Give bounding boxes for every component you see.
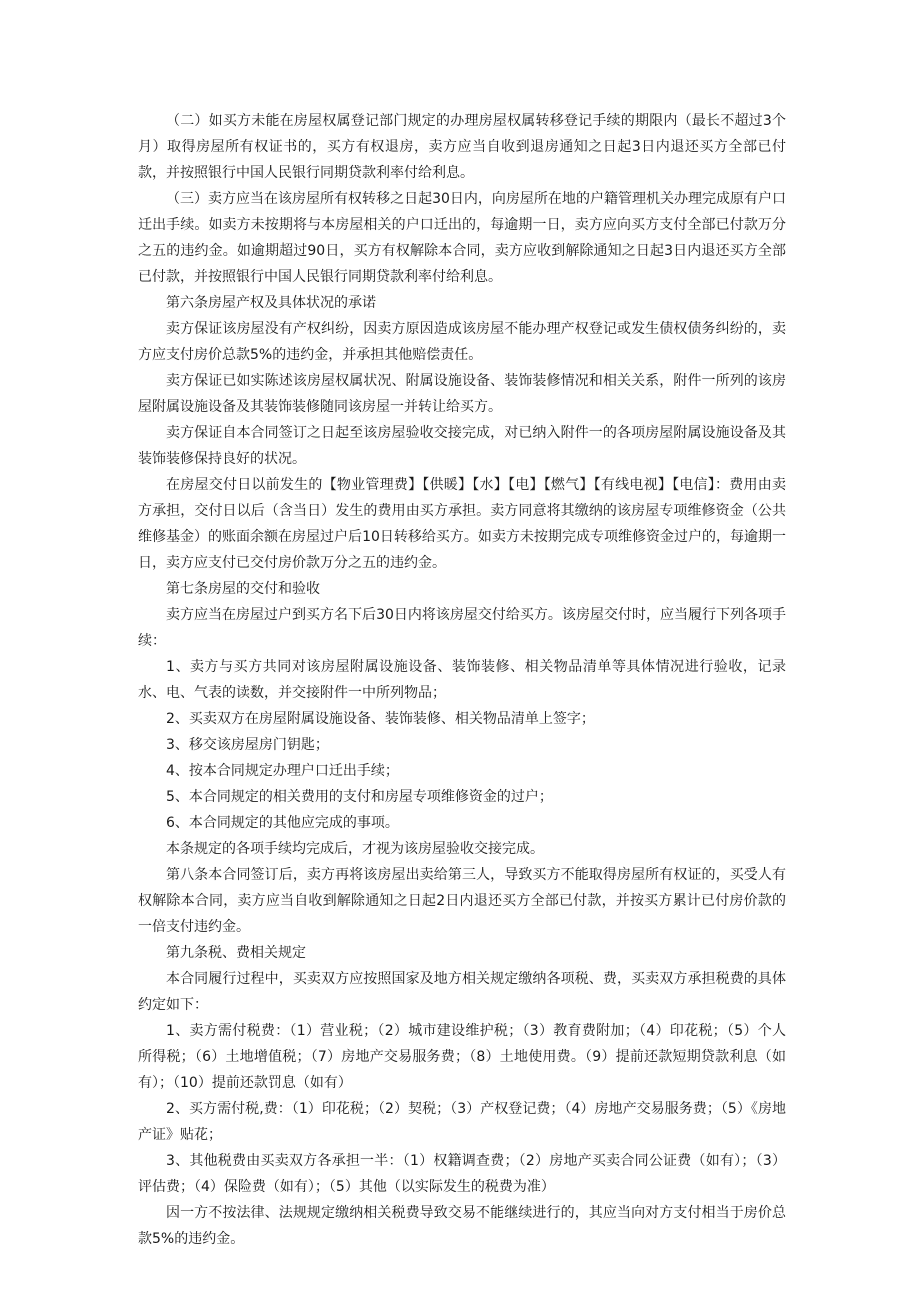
article-9-item-3: 3、其他税费由买卖双方各承担一半：（1）权籍调查费；（2）房地产买卖合同公证费（如有）；（3）评估费；（4）保险费（如有）；（5）其他（以实际发生的税费为准） <box>138 1153 786 1195</box>
article-7-item-2: 2、买卖双方在房屋附属设施设备、装饰装修、相关物品清单上签字； <box>166 711 595 727</box>
article-7-item-6: 6、本合同规定的其他应完成的事项。 <box>166 815 399 831</box>
clause-3-paragraph: （三）卖方应当在该房屋所有权转移之日起30日内，向房屋所在地的户籍管理机关办理完成原有户口迁出手续。如卖方未按期将与本房屋相关的户口迁出的，每逾期一日，卖方应向买方支付全部已付款万分之五的违约金。如逾期超过90日，买方有权解除本合同，卖方应收到解除通知之日起3日内退还买方全部已付款，并按照银行中国人民银行同期贷款利率付给利息。 <box>138 191 786 285</box>
article-7-heading: 第七条房屋的交付和验收 <box>166 581 320 597</box>
article-7-item-3: 3、移交该房屋房门钥匙； <box>166 737 329 753</box>
article-7-item-4: 4、按本合同规定办理户口迁出手续； <box>166 763 399 779</box>
article-6-heading: 第六条房屋产权及具体状况的承诺 <box>166 295 376 311</box>
article-6-paragraph-2: 卖方保证已如实陈述该房屋权属状况、附属设施设备、装饰装修情况和相关关系，附件一所列的该房屋附属设施设备及其装饰装修随同该房屋一并转让给买方。 <box>138 373 786 415</box>
article-7-intro: 卖方应当在房屋过户到买方名下后30日内将该房屋交付给买方。该房屋交付时，应当履行下列各项手续： <box>138 607 786 649</box>
article-9-closing: 因一方不按法律、法规规定缴纳相关税费导致交易不能继续进行的，其应当向对方支付相当于房价总款5%的违约金。 <box>138 1205 786 1247</box>
article-6-paragraph-3: 卖方保证自本合同签订之日起至该房屋验收交接完成，对已纳入附件一的各项房屋附属设施设备及其装饰装修保持良好的状况。 <box>138 425 786 467</box>
article-9-heading: 第九条税、费相关规定 <box>166 945 306 961</box>
article-6-paragraph-4: 在房屋交付日以前发生的【物业管理费】【供暖】【水】【电】【燃气】【有线电视】【电信】：费用由卖方承担，交付日以后（含当日）发生的费用由买方承担。卖方同意将其缴纳的该房屋专项维修资金（公共维修基金）的账面余额在房屋过户后10日转移给买方。如卖方未按期完成专项维修资金过户的，每逾期一日，卖方应支付已交付房价款万分之五的违约金。 <box>138 477 786 571</box>
article-8-paragraph: 第八条本合同签订后，卖方再将该房屋出卖给第三人，导致买方不能取得房屋所有权证的，买受人有权解除本合同，卖方应当自收到解除通知之日起2日内退还买方全部已付款，并按买方累计已付房价款的一倍支付违约金。 <box>138 867 786 935</box>
article-7-item-1: 1、卖方与买方共同对该房屋附属设施设备、装饰装修、相关物品清单等具体情况进行验收，记录水、电、气表的读数，并交接附件一中所列物品； <box>138 659 786 701</box>
clause-2-paragraph: （二）如买方未能在房屋权属登记部门规定的办理房屋权属转移登记手续的期限内（最长不超过3个月）取得房屋所有权证书的，买方有权退房，卖方应当自收到退房通知之日起3日内退还买方全部已付款，并按照银行中国人民银行同期贷款利率付给利息。 <box>138 113 786 181</box>
article-9-item-2: 2、买方需付税,费：（1）印花税；（2）契税；（3）产权登记费；（4）房地产交易服务费；（5）《房地产证》贴花； <box>138 1101 786 1143</box>
article-7-closing: 本条规定的各项手续均完成后，才视为该房屋验收交接完成。 <box>166 841 544 857</box>
article-6-paragraph-1: 卖方保证该房屋没有产权纠纷，因卖方原因造成该房屋不能办理产权登记或发生债权债务纠纷的，卖方应支付房价总款5%的违约金，并承担其他赔偿责任。 <box>138 321 786 363</box>
article-7-item-5: 5、本合同规定的相关费用的支付和房屋专项维修资金的过户； <box>166 789 553 805</box>
article-9-intro: 本合同履行过程中，买卖双方应按照国家及地方相关规定缴纳各项税、费，买卖双方承担税费的具体约定如下： <box>138 971 786 1013</box>
article-9-item-1: 1、卖方需付税费：（1）营业税；（2）城市建设维护税；（3）教育费附加；（4）印花税；（5）个人所得税；（6）土地增值税；（7）房地产交易服务费；（8）土地使用费。（9）提前还款短期贷款利息（如有）；（10）提前还款罚息（如有） <box>138 1023 786 1091</box>
contract-body <box>138 108 786 1252</box>
